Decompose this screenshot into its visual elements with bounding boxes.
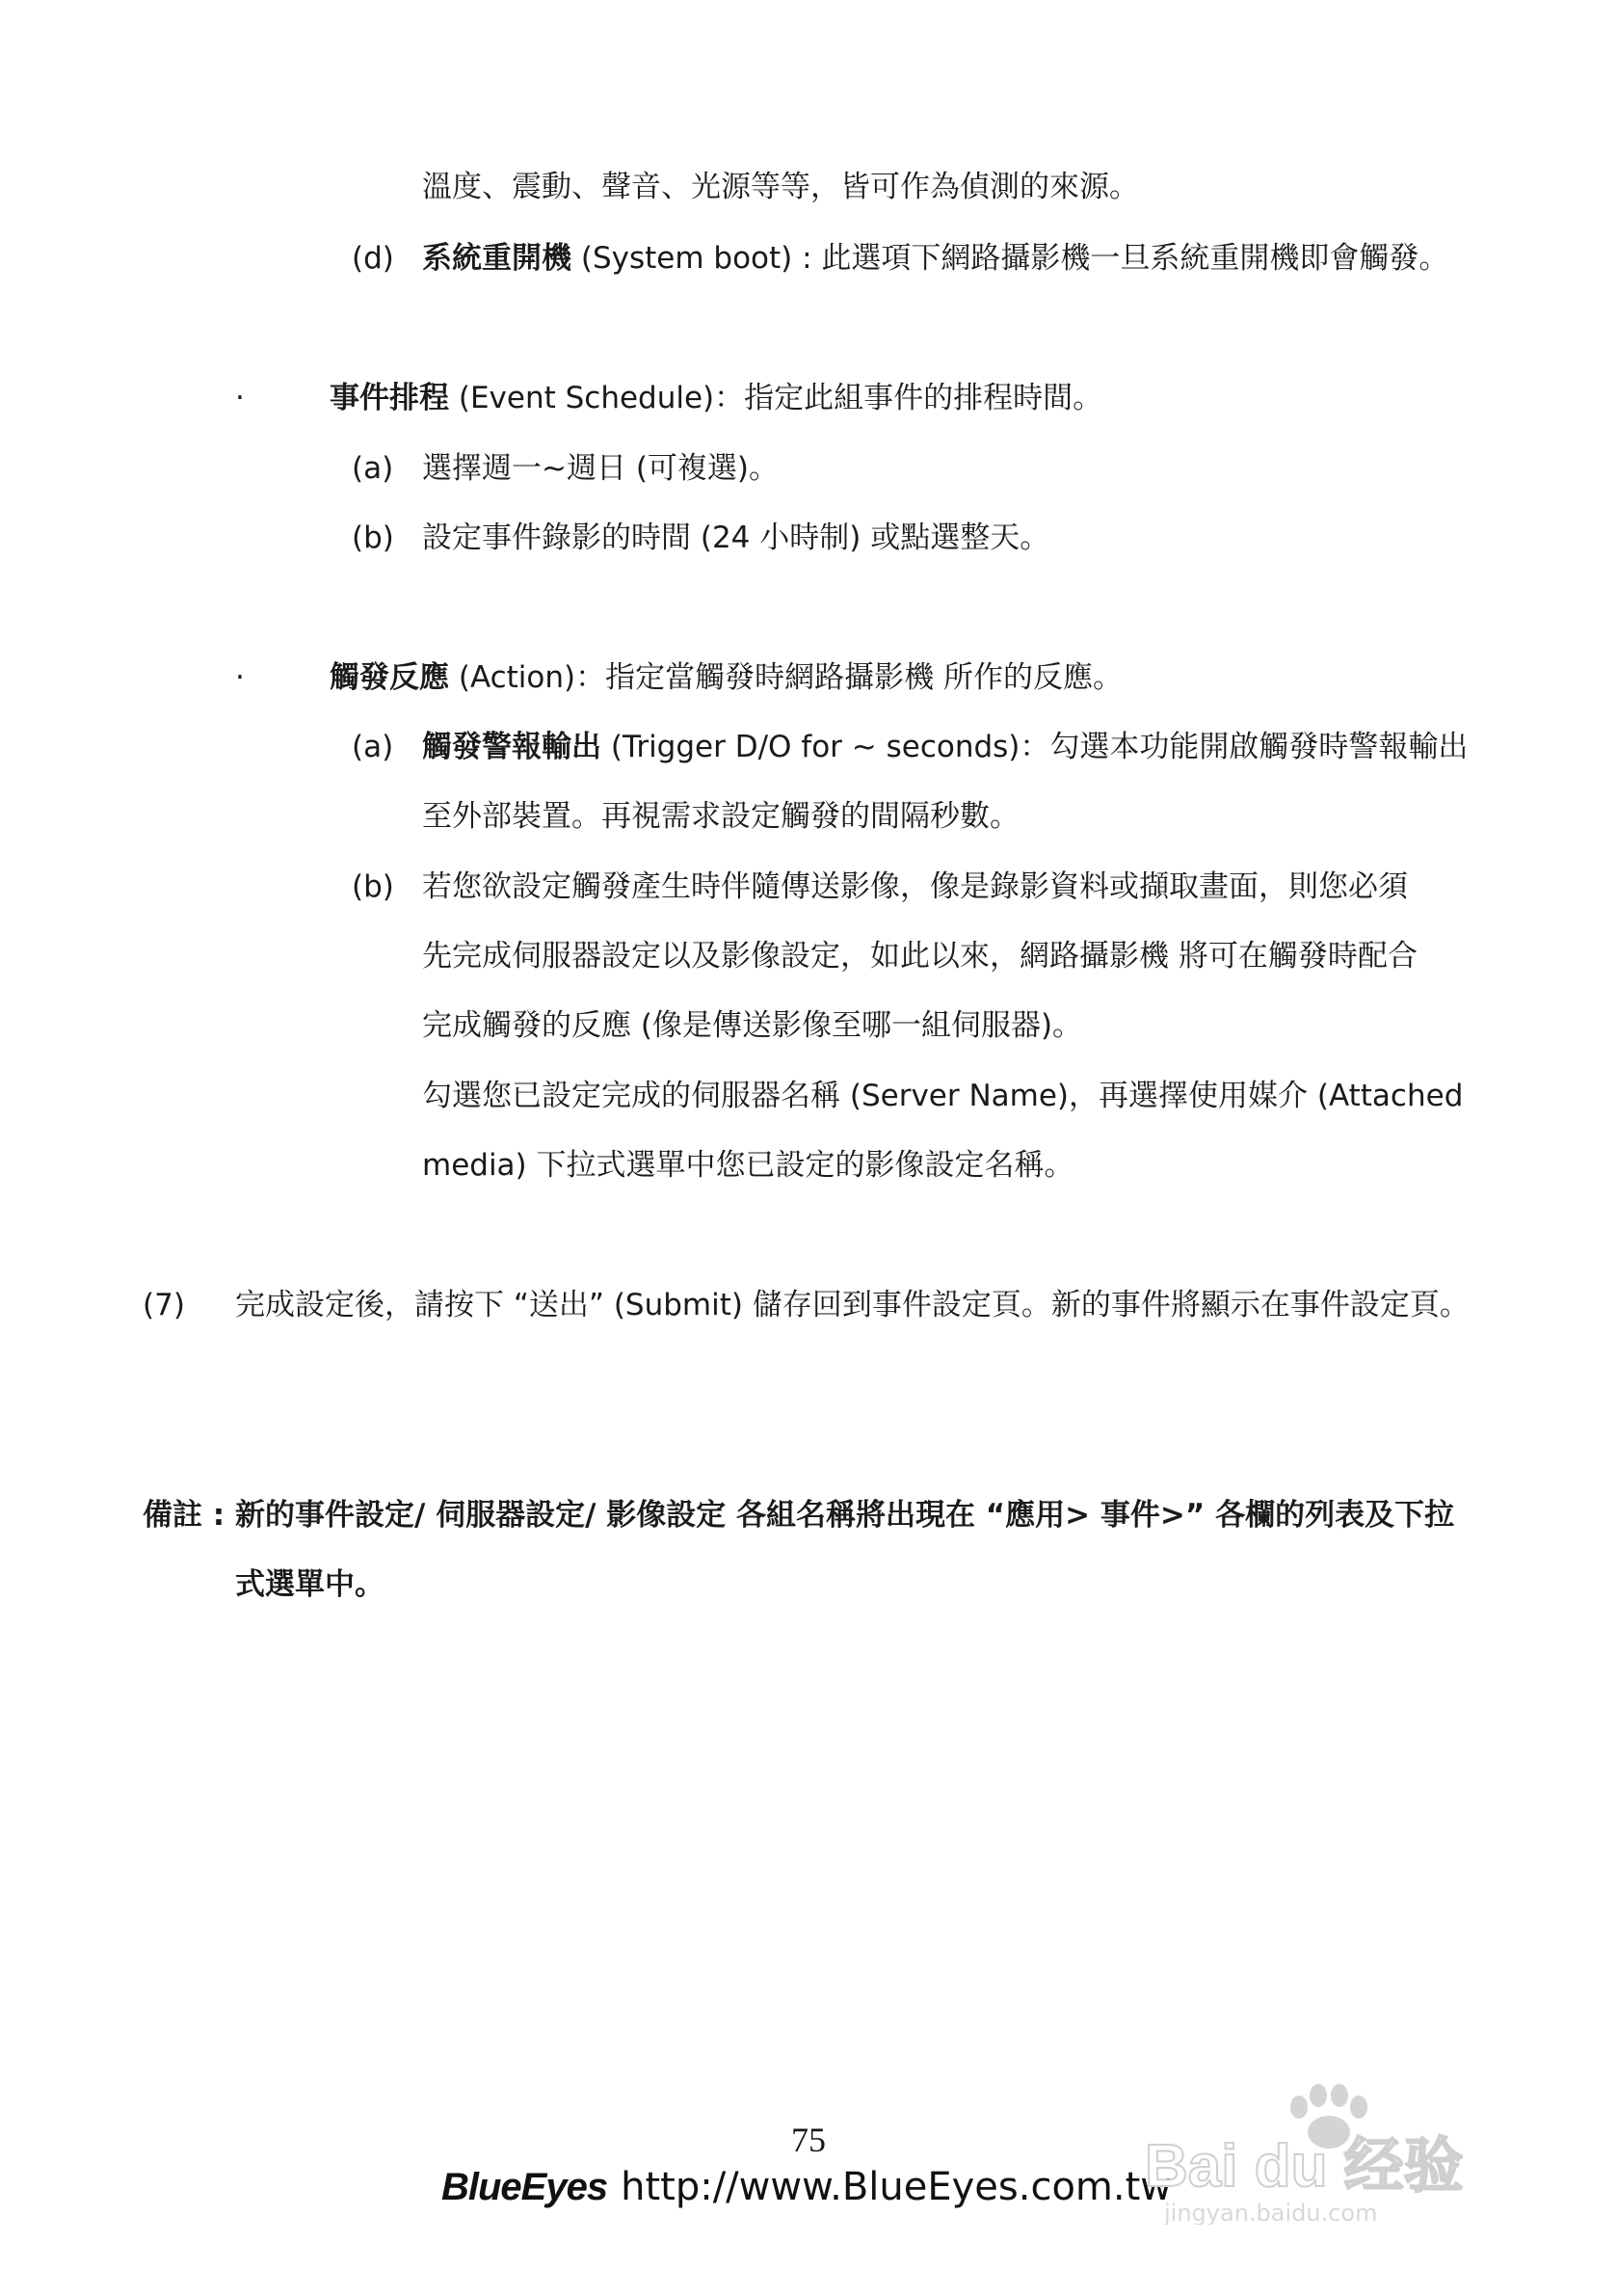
watermark-site: jingyan.baidu.com	[1164, 2200, 1378, 2225]
page-footer	[441, 2165, 1172, 2223]
desc-trigger-do: (Trigger D/O for ~ seconds)：勾選本功能開啟觸發時警報輸出	[601, 730, 1469, 764]
list-label-b: (b)	[352, 521, 394, 555]
item-send-image-cont1: 先完成伺服器設定以及影像設定，如此以來，網路攝影機 將可在觸發時配合	[422, 939, 1418, 974]
desc-action: (Action)：指定當觸發時網路攝影機 所作的反應。	[449, 660, 1123, 695]
brand-logo-text: BlueEyes	[441, 2166, 608, 2208]
item-system-boot	[422, 239, 1448, 278]
page-number: 75	[791, 2121, 826, 2159]
list-label-a: (a)	[352, 451, 394, 486]
item-send-image: 若您欲設定觸發產生時伴隨傳送影像，像是錄影資料或擷取畫面，則您必須	[422, 869, 1408, 904]
item-send-image-cont2: 完成觸發的反應 (像是傳送影像至哪一組伺服器)。	[422, 1008, 1083, 1043]
watermark-brand: Bai du 经验	[1145, 2133, 1464, 2200]
item-action	[330, 658, 1123, 697]
item-trigger-do	[422, 728, 1468, 766]
step-label-7: (7)	[143, 1288, 185, 1322]
note-text-cont: 式選單中。	[235, 1567, 384, 1602]
bullet: ·	[235, 381, 245, 415]
item-select-weekdays: 選擇週一~週日 (可複選)。	[422, 451, 780, 486]
watermark-logo	[1135, 2051, 1540, 2225]
note-text: 備註 : 新的事件設定/ 伺服器設定/ 影像設定 各組名稱將出現在 “應用> 事件>” 各欄的列表及下拉	[143, 1498, 1455, 1533]
term-action: 觸發反應	[330, 660, 449, 695]
item-trigger-do-cont: 至外部裝置。再視需求設定觸發的間隔秒數。	[422, 799, 1020, 834]
item-server-name-cont: media) 下拉式選單中您已設定的影像設定名稱。	[422, 1148, 1074, 1183]
item-server-name: 勾選您已設定完成的伺服器名稱 (Server Name)，再選擇使用媒介 (Attached	[422, 1079, 1464, 1113]
list-label-b: (b)	[352, 869, 394, 904]
item-set-record-time: 設定事件錄影的時間 (24 小時制) 或點選整天。	[422, 521, 1050, 555]
footer-url: http://www.BlueEyes.com.tw	[621, 2165, 1173, 2209]
item-event-schedule	[330, 379, 1102, 417]
term-trigger-do: 觸發警報輸出	[422, 730, 601, 764]
term-event-schedule: 事件排程	[330, 381, 449, 415]
paragraph-detection-sources: 溫度、震動、聲音、光源等等，皆可作為偵測的來源。	[422, 170, 1139, 204]
bullet: ·	[235, 660, 245, 695]
desc-system-boot: (System boot) : 此選項下網路攝影機一旦系統重開機即會觸發。	[571, 241, 1449, 276]
list-label-d: (d)	[352, 241, 394, 276]
desc-event-schedule: (Event Schedule)：指定此組事件的排程時間。	[449, 381, 1103, 415]
term-system-boot: 系統重開機	[422, 241, 571, 276]
step-7-text: 完成設定後，請按下 “送出” (Submit) 儲存回到事件設定頁。新的事件將顯示在事件設定頁。	[235, 1288, 1470, 1322]
list-label-a: (a)	[352, 730, 394, 764]
